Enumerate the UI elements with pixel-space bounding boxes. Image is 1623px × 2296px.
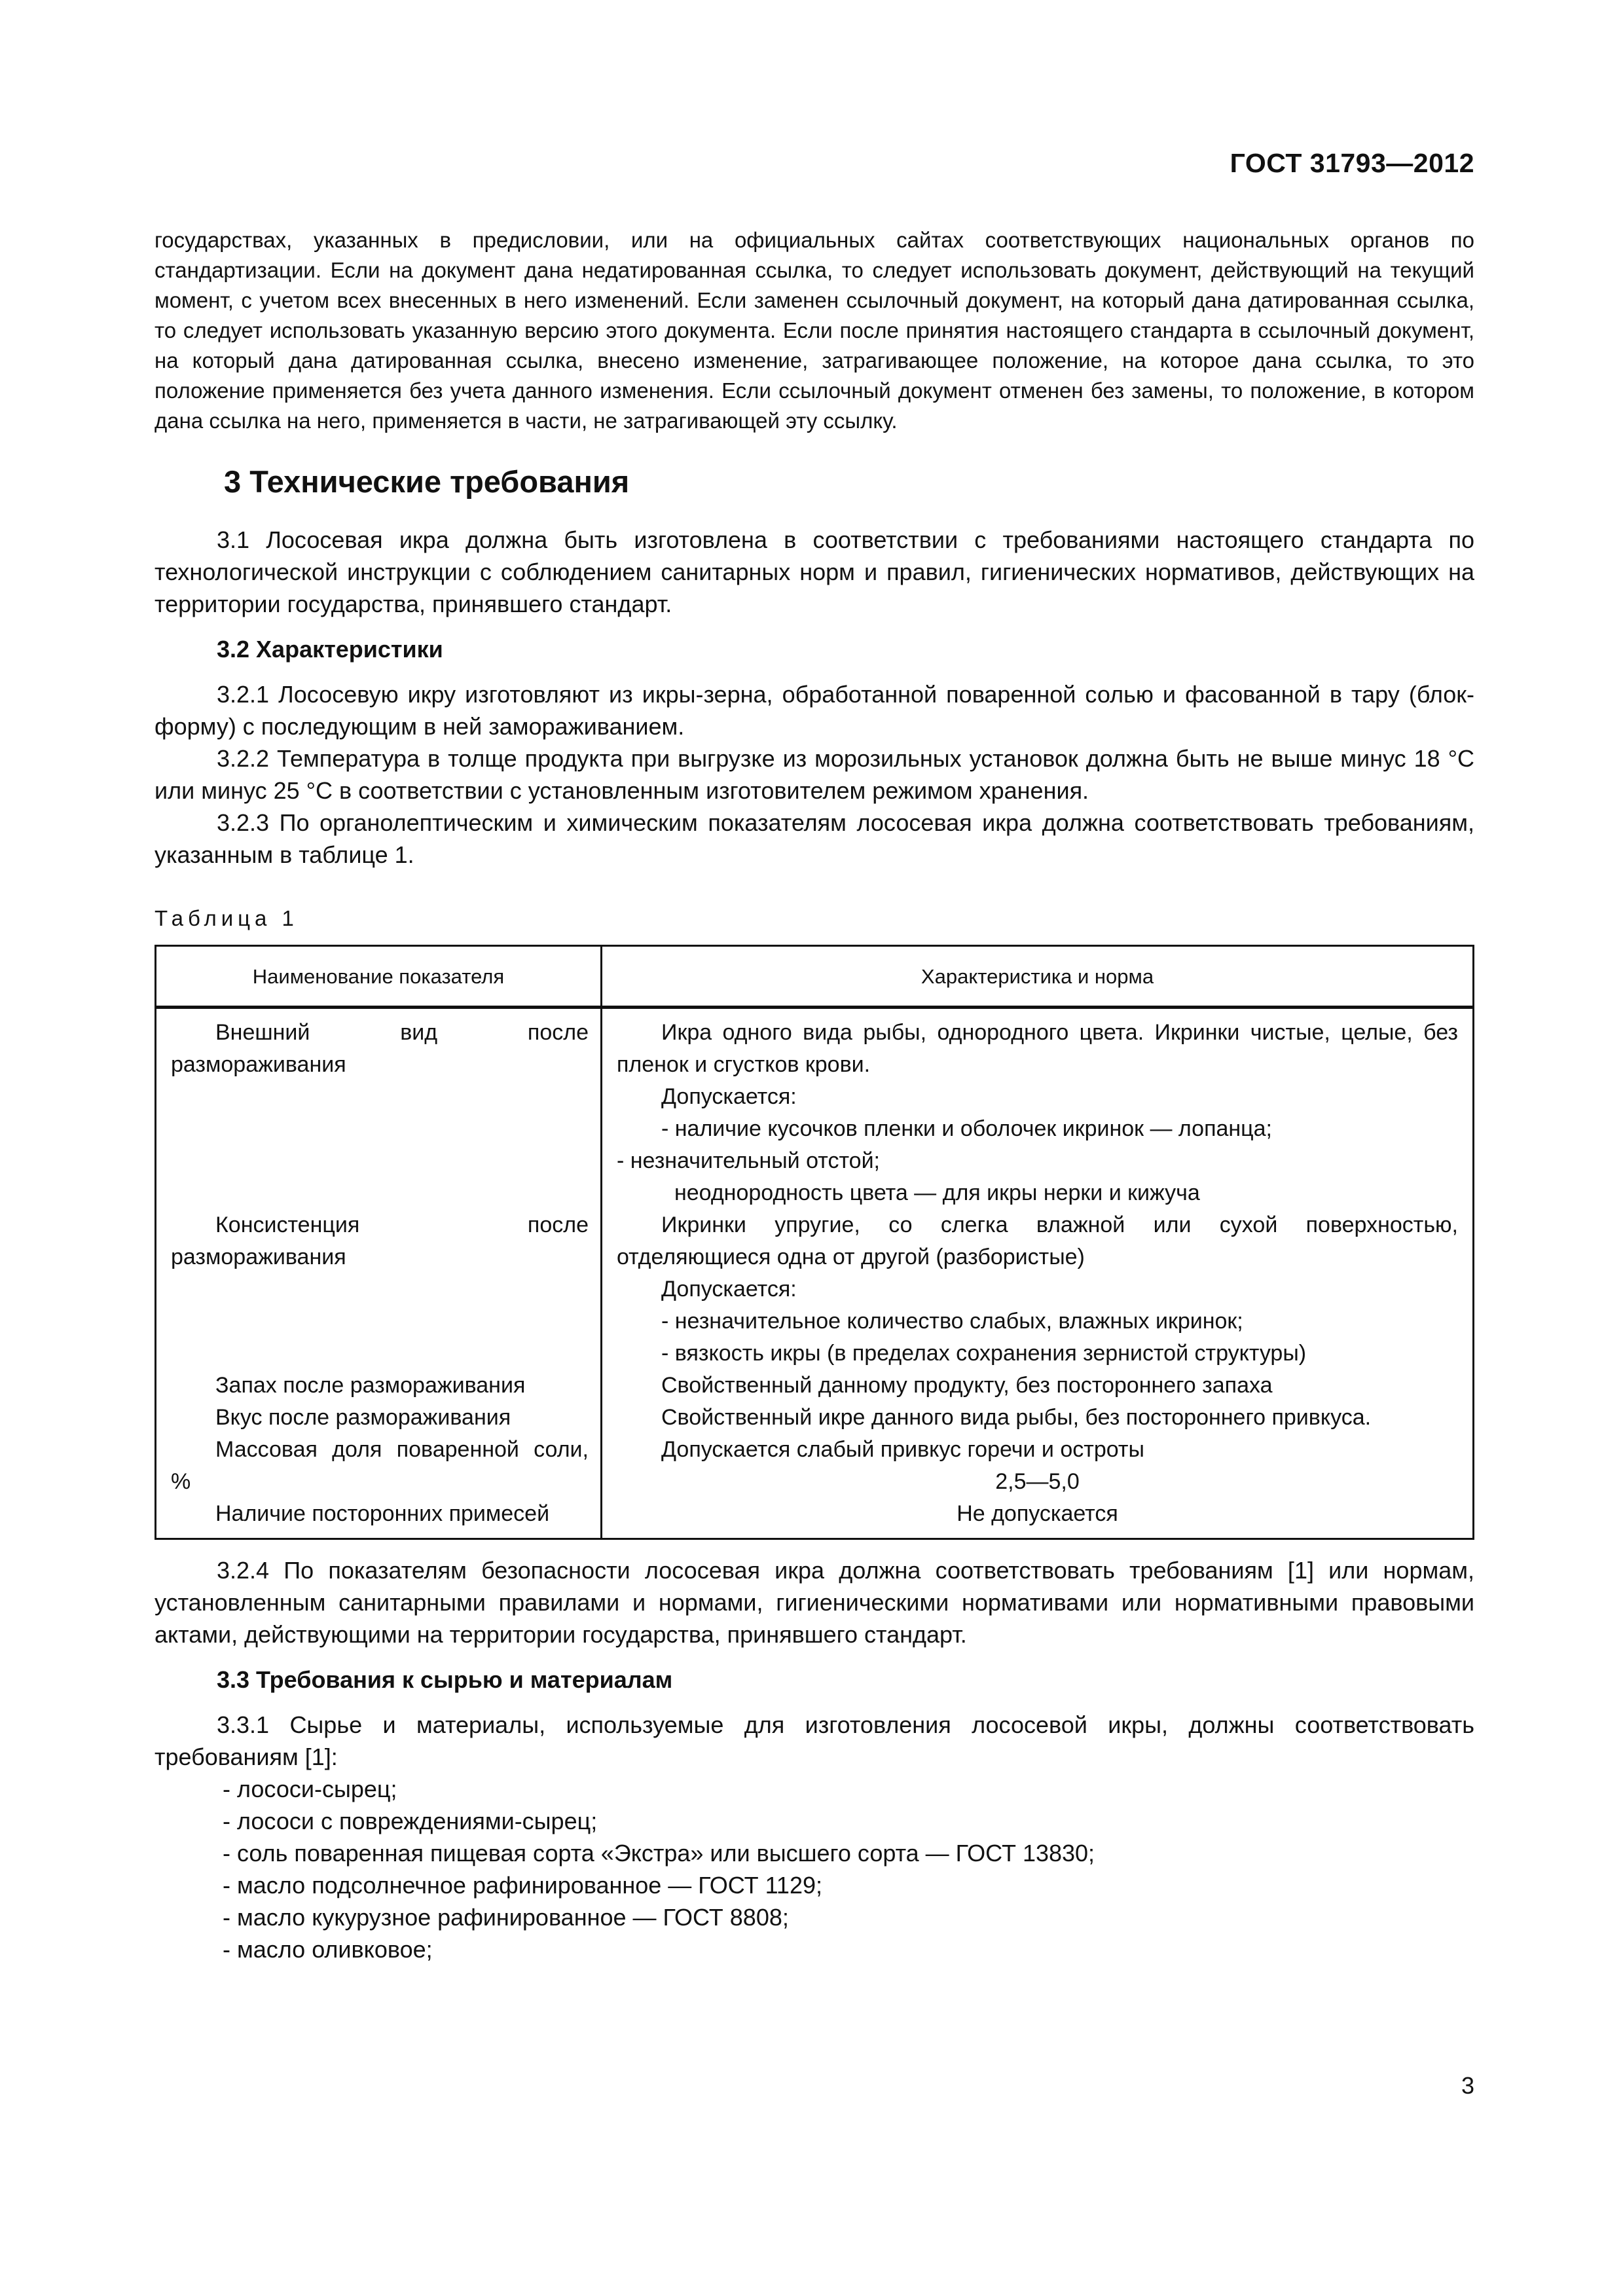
- list-item: - лососи-сырец;: [223, 1776, 397, 1802]
- page-number: 3: [1461, 2072, 1474, 2099]
- standard-code: ГОСТ 31793—2012: [1230, 148, 1474, 178]
- paragraph-3-2-3: 3.2.3 По органолептическим и химическим показателям лососевая икра должна соответствовать требованиям, указанным в таблице 1.: [155, 809, 1474, 868]
- requirements-table: [155, 945, 1474, 1540]
- indicator-taste: Вкус после размораживания: [215, 1405, 511, 1430]
- table-header-row: [156, 946, 1474, 1008]
- paragraph-3-3-1: 3.3.1 Сырье и материалы, используемые для изготовления лососевой икры, должны соответствовать требованиям [1]:: [155, 1711, 1474, 1770]
- norm-consistency-line: - вязкость икры (в пределах сохранения зернистой структуры): [661, 1341, 1307, 1366]
- norm-consistency-line: Допускается:: [661, 1277, 797, 1302]
- list-item: - масло подсолнечное рафинированное — ГОСТ 1129;: [223, 1872, 822, 1899]
- norm-consistency-line: Икринки упругие, со слегка влажной или сухой поверхностью, отделяющиеся одна от другой (разбористые): [617, 1212, 1458, 1269]
- paragraph-3-2-1: 3.2.1 Лососевую икру изготовляют из икры-зерна, обработанной поваренной солью и фасованной в тару (блок-форму) с последующим в ней замораживанием.: [155, 681, 1474, 740]
- norm-appearance-line: неоднородность цвета — для икры нерки и кижуча: [674, 1180, 1200, 1205]
- materials-list: [155, 1773, 1474, 1965]
- table-row: [156, 1008, 1474, 1539]
- norm-smell: Свойственный данному продукту, без постороннего запаха: [661, 1373, 1273, 1398]
- indicator-salt: Массовая доля поваренной соли, %: [171, 1437, 589, 1494]
- column-header-norm: Характеристика и норма: [602, 946, 1474, 1008]
- list-item: - лососи с повреждениями-сырец;: [223, 1808, 598, 1834]
- norm-appearance-line: - наличие кусочков пленки и оболочек икринок — лопанца;: [661, 1116, 1272, 1141]
- table-cell-norm: [602, 1008, 1474, 1539]
- subsection-3-2-title: 3.2 Характеристики: [217, 636, 443, 663]
- table-caption: Таблица 1: [155, 906, 299, 930]
- indicator-consistency: Консистенция после размораживания: [171, 1212, 589, 1269]
- norm-appearance-line: - незначительный отстой;: [617, 1148, 881, 1173]
- norm-impurities: Не допускается: [957, 1501, 1118, 1526]
- indicator-smell: Запах после размораживания: [215, 1373, 526, 1398]
- indicator-appearance: Внешний вид после размораживания: [171, 1020, 589, 1077]
- norm-taste-line: Свойственный икре данного вида рыбы, без постороннего привкуса.: [661, 1405, 1372, 1430]
- list-item: - масло кукурузное рафинированное — ГОСТ 8808;: [223, 1904, 789, 1931]
- norm-taste-line: Допускается слабый привкус горечи и остроты: [661, 1437, 1144, 1462]
- norm-salt: 2,5—5,0: [995, 1469, 1080, 1494]
- paragraph-3-2-4: 3.2.4 По показателям безопасности лососевая икра должна соответствовать требованиям [1] или нормам, установленным санитарными правилами и нормами, гигиеническими нормативами или нормативными правовыми актами, действующими на территории государства, принявшего стандарт.: [155, 1557, 1474, 1648]
- subsection-3-3-title: 3.3 Требования к сырью и материалам: [217, 1666, 673, 1693]
- document-body: [155, 225, 1474, 1965]
- norm-appearance-line: Икра одного вида рыбы, однородного цвета. Икринки чистые, целые, без пленок и сгустков крови.: [617, 1020, 1458, 1077]
- column-header-indicator: Наименование показателя: [156, 946, 602, 1008]
- norm-appearance-line: Допускается:: [661, 1084, 797, 1109]
- paragraph-3-2-2: 3.2.2 Температура в толще продукта при выгрузке из морозильных установок должна быть не выше минус 18 °С или минус 25 °С в соответствии с установленным изготовителем режимом хранения.: [155, 745, 1474, 804]
- intro-paragraph: государствах, указанных в предисловии, или на официальных сайтах соответствующих национальных органов по стандартизации. Если на документ дана недатированная ссылка, то следует использовать документ, действующий на текущий момент, с учетом всех внесенных в него изменений. Если заменен ссылочный документ, на который дана датированная ссылка, то следует использовать указанную версию этого документа. Если после принятия настоящего стандарта в ссылочный документ, на который дана датированная ссылка, внесено изменение, затрагивающее положение, на которое дана ссылка, то это положение применяется без учета данного изменения. Если ссылочный документ отменен без замены, то положение, в котором дана ссылка на него, применяется в части, не затрагивающей эту ссылку.: [155, 228, 1474, 433]
- norm-consistency-line: - незначительное количество слабых, влажных икринок;: [661, 1309, 1243, 1334]
- table-cell-indicator: [156, 1008, 602, 1539]
- paragraph-3-1: 3.1 Лососевая икра должна быть изготовлена в соответствии с требованиями настоящего стандарта по технологической инструкции с соблюдением санитарных норм и правил, гигиенических нормативов, действующих на территории государства, принявшего стандарт.: [155, 526, 1474, 617]
- list-item: - соль поваренная пищевая сорта «Экстра» или высшего сорта — ГОСТ 13830;: [223, 1840, 1095, 1867]
- indicator-impurities: Наличие посторонних примесей: [215, 1501, 550, 1526]
- list-item: - масло оливковое;: [223, 1936, 433, 1963]
- section-3-title: 3 Технические требования: [224, 464, 630, 499]
